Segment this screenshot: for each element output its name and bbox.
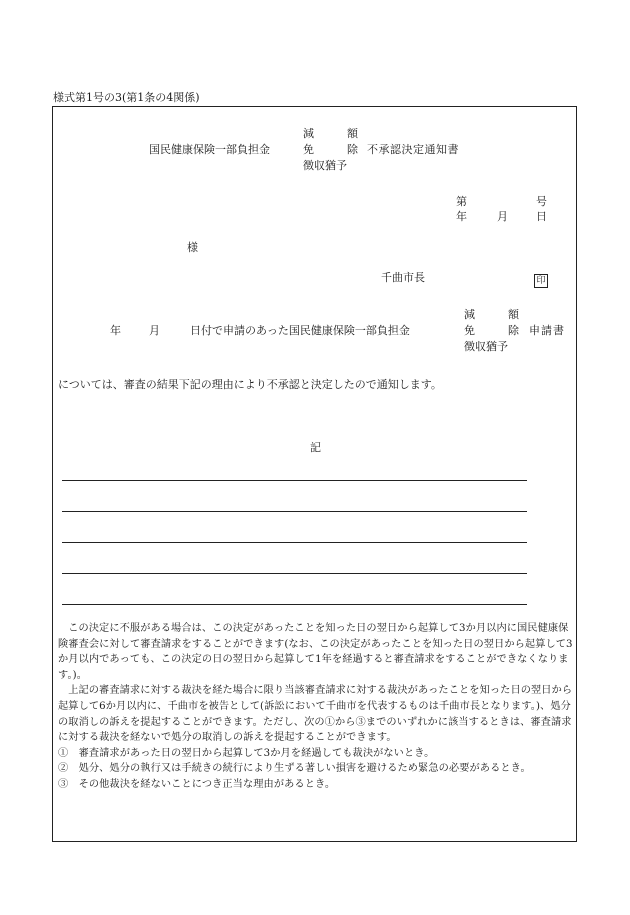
application-option-reduction bbox=[464, 307, 519, 323]
result-text: については、審査の結果下記の理由により不承認と決定したので通知します。 bbox=[58, 378, 442, 391]
title-prefix: 国民健康保険一部負担金 bbox=[149, 143, 270, 156]
option-char: 免 bbox=[303, 143, 314, 156]
notice-paragraph-2: 上記の審査請求に対する裁決を経た場合に限り当該審査請求に対する裁決があったことを知った日の翌日から起算して6か月以内に、千曲市を被告として(訴訟において千曲市を代表するものは千曲市長となります。)、処分の取消しの訴えを提起することができます。ただし、次の①から③までのいずれかに該当するときは、審査請求に対する裁決を経ないで処分の取消しの訴えを提起することができます。 bbox=[58, 685, 573, 744]
option-char: 額 bbox=[347, 127, 358, 140]
appeal-notice bbox=[58, 621, 576, 793]
notice-item-2: ② 処分、処分の執行又は手続きの続行により生ずる著しい損害を避けるため緊急の必要があるとき。 bbox=[58, 763, 531, 775]
application-month: 月 bbox=[149, 324, 160, 337]
seal-mark: 印 bbox=[534, 274, 548, 288]
title-option-exemption bbox=[303, 142, 358, 158]
reason-line bbox=[62, 511, 527, 512]
date-day: 日 bbox=[536, 210, 547, 223]
addressee-sama: 様 bbox=[187, 241, 198, 254]
form-code-label: 様式第1号の3(第1条の4関係) bbox=[53, 91, 200, 104]
option-char: 除 bbox=[347, 143, 358, 156]
option-char: 除 bbox=[508, 324, 519, 337]
application-text: 日付で申請のあった国民健康保険一部負担金 bbox=[190, 324, 410, 337]
application-option-deferral: 徴収猶予 bbox=[464, 340, 508, 353]
reason-line bbox=[62, 542, 527, 543]
doc-number-dai: 第 bbox=[456, 195, 467, 208]
seal-box bbox=[534, 268, 548, 288]
title-option-deferral: 徴収猶予 bbox=[303, 159, 347, 172]
application-option-exemption bbox=[464, 323, 519, 339]
date-month: 月 bbox=[497, 210, 508, 223]
option-char: 減 bbox=[464, 308, 475, 321]
option-char: 免 bbox=[464, 324, 475, 337]
notice-item-1: ① 審査請求があった日の翌日から起算して3か月を経過しても裁決がないとき。 bbox=[58, 747, 435, 759]
title-option-reduction bbox=[303, 126, 358, 142]
notice-paragraph-1: この決定に不服がある場合は、この決定があったことを知った日の翌日から起算して3か月以内に国民健康保険審査会に対して審査請求をすることができます(なお、この決定があったことを知った日の翌日から起算して3か月以内であっても、この決定の日の翌日から起算して1年を経過すると審査請求をすることができなくなります。)。 bbox=[58, 623, 573, 681]
title-suffix: 不承認決定通知書 bbox=[367, 143, 459, 156]
reason-line bbox=[62, 480, 527, 481]
notice-item-3: ③ その他裁決を経ないことにつき正当な理由があるとき。 bbox=[58, 778, 336, 790]
doc-number-go: 号 bbox=[536, 195, 547, 208]
ki-heading: 記 bbox=[310, 441, 321, 454]
application-suffix: 申請書 bbox=[529, 324, 565, 337]
application-year: 年 bbox=[110, 324, 121, 337]
title-options bbox=[303, 126, 358, 174]
reason-line bbox=[62, 573, 527, 574]
reason-line bbox=[62, 604, 527, 605]
option-char: 額 bbox=[508, 308, 519, 321]
date-year: 年 bbox=[456, 210, 467, 223]
option-char: 減 bbox=[303, 127, 314, 140]
issuer-name: 千曲市長 bbox=[381, 271, 425, 284]
application-options bbox=[464, 307, 519, 355]
